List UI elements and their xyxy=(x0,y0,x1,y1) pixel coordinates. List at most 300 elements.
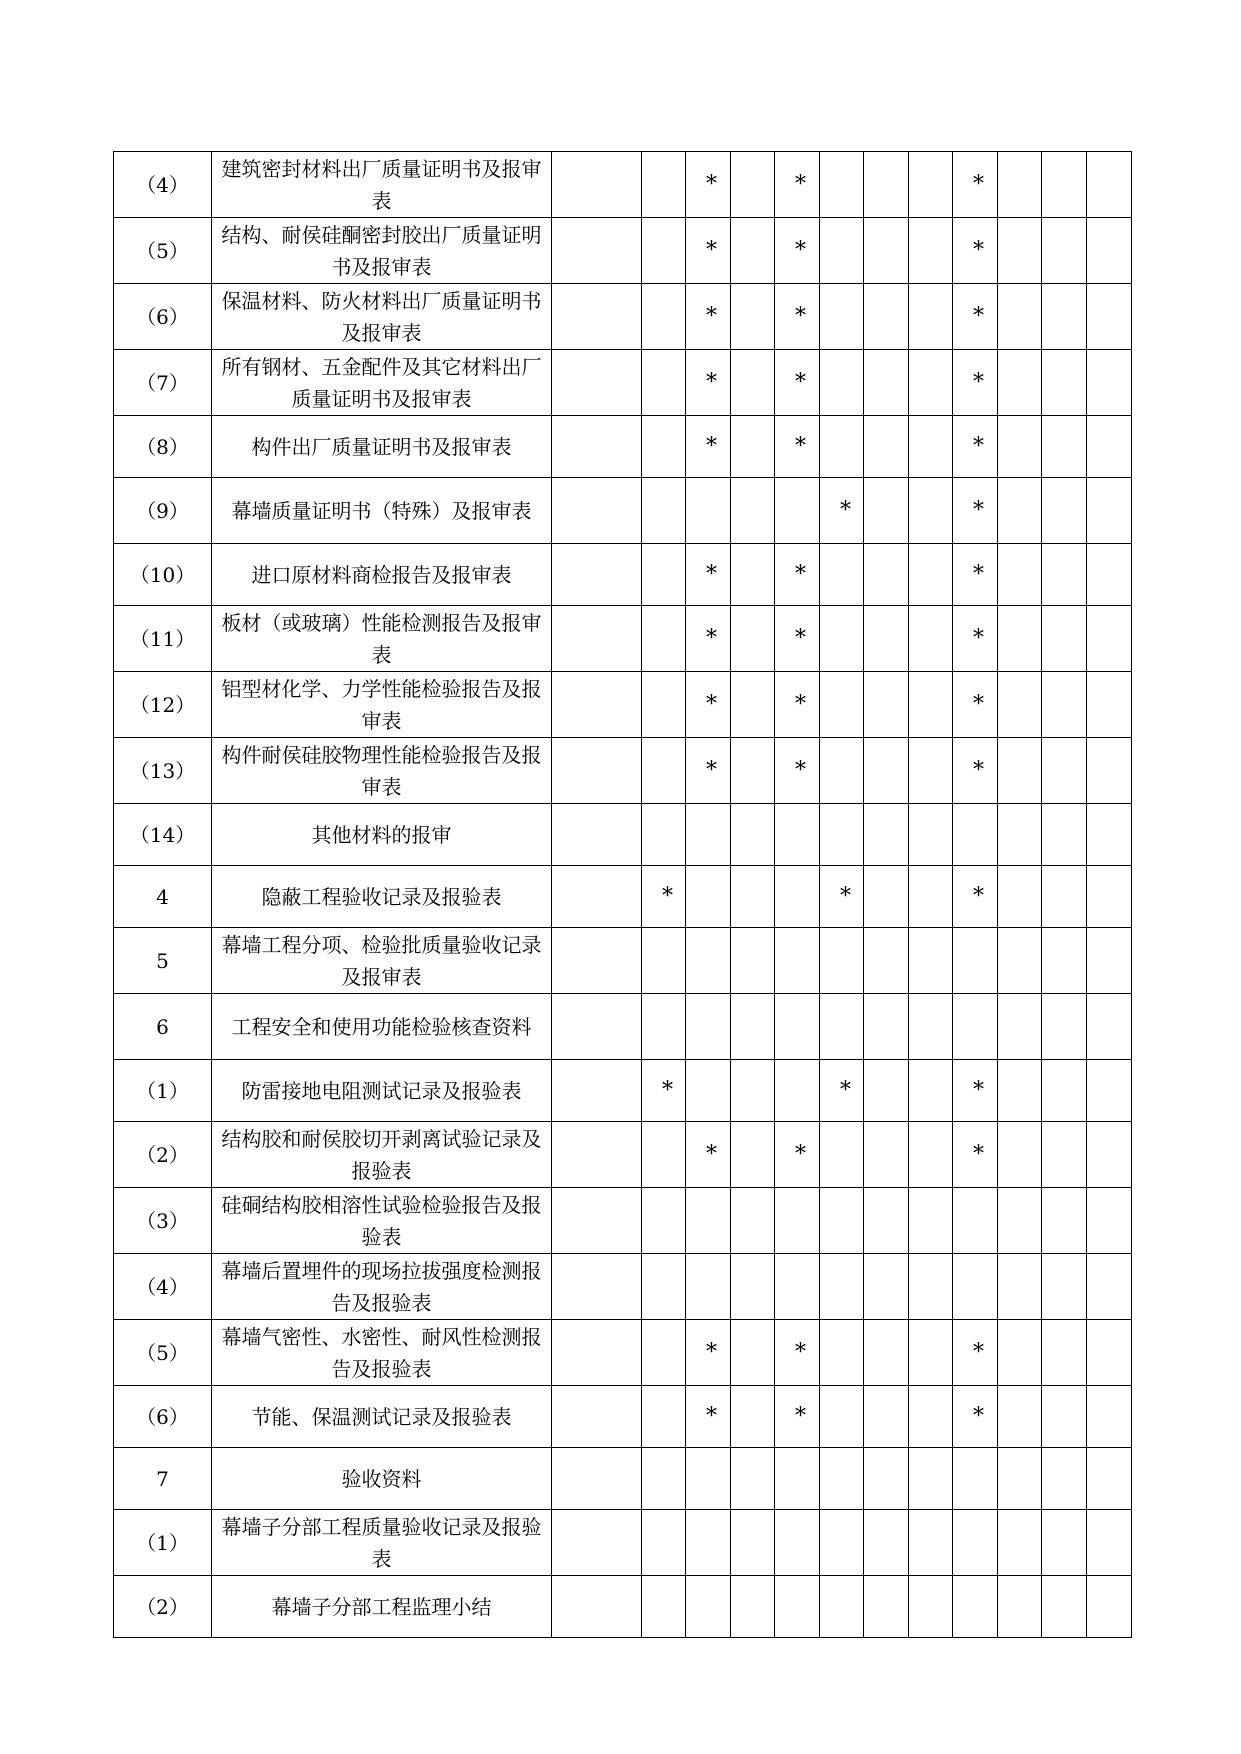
mark-cell xyxy=(998,1122,1042,1188)
mark-cell xyxy=(864,1122,909,1188)
mark-cell xyxy=(552,1386,642,1448)
table-body xyxy=(114,152,1132,1638)
mark-cell xyxy=(552,218,642,284)
mark-cell xyxy=(552,152,642,218)
mark-cell xyxy=(552,994,642,1060)
mark-cell: * xyxy=(775,1386,820,1448)
mark-cell xyxy=(820,1122,864,1188)
mark-cell: * xyxy=(953,1122,998,1188)
mark-cell xyxy=(820,544,864,606)
mark-cell: * xyxy=(820,478,864,544)
mark-cell xyxy=(731,284,775,350)
mark-cell xyxy=(731,1060,775,1122)
mark-cell xyxy=(686,1510,731,1576)
table-row xyxy=(114,284,1132,350)
mark-cell: * xyxy=(953,1060,998,1122)
mark-cell xyxy=(864,1386,909,1448)
mark-cell xyxy=(1087,1510,1132,1576)
mark-cell: * xyxy=(953,152,998,218)
mark-cell xyxy=(552,1576,642,1638)
mark-cell xyxy=(552,1320,642,1386)
mark-cell xyxy=(1042,866,1087,928)
table-row xyxy=(114,1510,1132,1576)
mark-cell xyxy=(731,1510,775,1576)
mark-cell: * xyxy=(953,544,998,606)
row-item: 隐蔽工程验收记录及报验表 xyxy=(212,866,552,928)
mark-cell xyxy=(909,478,953,544)
table-row xyxy=(114,1448,1132,1510)
mark-cell: * xyxy=(775,544,820,606)
mark-cell: * xyxy=(953,1386,998,1448)
mark-cell xyxy=(864,1510,909,1576)
table-row xyxy=(114,416,1132,478)
mark-cell xyxy=(1042,1448,1087,1510)
mark-cell xyxy=(731,606,775,672)
mark-cell xyxy=(1087,350,1132,416)
mark-cell xyxy=(552,350,642,416)
mark-cell: * xyxy=(686,672,731,738)
mark-cell xyxy=(1087,478,1132,544)
mark-cell xyxy=(909,1060,953,1122)
mark-cell: * xyxy=(953,866,998,928)
row-number: （9） xyxy=(114,478,212,544)
mark-cell xyxy=(731,994,775,1060)
mark-cell xyxy=(731,1320,775,1386)
mark-cell xyxy=(1087,928,1132,994)
mark-cell: * xyxy=(686,1320,731,1386)
row-number: （14） xyxy=(114,804,212,866)
mark-cell xyxy=(909,1386,953,1448)
mark-cell xyxy=(1087,672,1132,738)
mark-cell: * xyxy=(953,1320,998,1386)
mark-cell xyxy=(998,284,1042,350)
mark-cell: * xyxy=(775,218,820,284)
mark-cell: * xyxy=(775,1122,820,1188)
row-item: 幕墙子分部工程质量验收记录及报验表 xyxy=(212,1510,552,1576)
row-number: （8） xyxy=(114,416,212,478)
row-item: 幕墙子分部工程监理小结 xyxy=(212,1576,552,1638)
mark-cell xyxy=(1042,738,1087,804)
mark-cell xyxy=(820,1576,864,1638)
mark-cell xyxy=(820,1320,864,1386)
mark-cell xyxy=(909,866,953,928)
mark-cell xyxy=(1087,284,1132,350)
mark-cell: * xyxy=(686,350,731,416)
mark-cell xyxy=(909,152,953,218)
table-row xyxy=(114,1320,1132,1386)
row-number: 5 xyxy=(114,928,212,994)
mark-cell xyxy=(642,1576,686,1638)
mark-cell xyxy=(642,1122,686,1188)
mark-cell xyxy=(820,804,864,866)
mark-cell xyxy=(642,804,686,866)
mark-cell xyxy=(864,1448,909,1510)
mark-cell xyxy=(864,606,909,672)
mark-cell xyxy=(820,284,864,350)
mark-cell xyxy=(998,350,1042,416)
mark-cell xyxy=(1042,544,1087,606)
row-number: （2） xyxy=(114,1576,212,1638)
mark-cell xyxy=(909,1448,953,1510)
mark-cell xyxy=(1042,1122,1087,1188)
row-number: 7 xyxy=(114,1448,212,1510)
mark-cell xyxy=(909,284,953,350)
mark-cell xyxy=(731,416,775,478)
mark-cell xyxy=(953,1576,998,1638)
mark-cell xyxy=(731,218,775,284)
mark-cell xyxy=(864,928,909,994)
mark-cell xyxy=(642,1386,686,1448)
row-item: 构件出厂质量证明书及报审表 xyxy=(212,416,552,478)
mark-cell xyxy=(864,1188,909,1254)
mark-cell xyxy=(998,478,1042,544)
mark-cell xyxy=(686,866,731,928)
mark-cell xyxy=(864,478,909,544)
mark-cell xyxy=(686,1060,731,1122)
mark-cell xyxy=(864,350,909,416)
table-row xyxy=(114,1060,1132,1122)
mark-cell xyxy=(820,218,864,284)
mark-cell xyxy=(820,416,864,478)
row-item: 幕墙气密性、水密性、耐风性检测报告及报验表 xyxy=(212,1320,552,1386)
mark-cell xyxy=(1042,152,1087,218)
mark-cell xyxy=(1042,804,1087,866)
mark-cell xyxy=(731,1122,775,1188)
mark-cell xyxy=(731,866,775,928)
mark-cell: * xyxy=(775,284,820,350)
mark-cell xyxy=(552,738,642,804)
mark-cell: * xyxy=(642,866,686,928)
mark-cell xyxy=(909,544,953,606)
mark-cell xyxy=(998,1510,1042,1576)
mark-cell xyxy=(953,1254,998,1320)
row-number: （2） xyxy=(114,1122,212,1188)
row-item: 构件耐侯硅胶物理性能检验报告及报审表 xyxy=(212,738,552,804)
mark-cell: * xyxy=(775,738,820,804)
mark-cell xyxy=(686,1188,731,1254)
mark-cell xyxy=(642,478,686,544)
mark-cell xyxy=(998,1386,1042,1448)
table-row xyxy=(114,866,1132,928)
mark-cell xyxy=(998,1188,1042,1254)
mark-cell: * xyxy=(686,1122,731,1188)
mark-cell xyxy=(642,928,686,994)
mark-cell xyxy=(909,1320,953,1386)
mark-cell xyxy=(775,994,820,1060)
mark-cell xyxy=(820,350,864,416)
mark-cell xyxy=(998,738,1042,804)
mark-cell xyxy=(998,152,1042,218)
mark-cell xyxy=(909,416,953,478)
mark-cell xyxy=(820,1386,864,1448)
mark-cell xyxy=(642,1320,686,1386)
mark-cell xyxy=(820,1254,864,1320)
mark-cell xyxy=(998,416,1042,478)
mark-cell xyxy=(1042,1060,1087,1122)
mark-cell xyxy=(686,478,731,544)
mark-cell xyxy=(775,866,820,928)
mark-cell xyxy=(1042,1188,1087,1254)
mark-cell xyxy=(552,284,642,350)
mark-cell: * xyxy=(686,284,731,350)
row-item: 工程安全和使用功能检验核查资料 xyxy=(212,994,552,1060)
row-item: 硅硐结构胶相溶性试验检验报告及报验表 xyxy=(212,1188,552,1254)
row-number: （6） xyxy=(114,284,212,350)
mark-cell xyxy=(909,606,953,672)
row-item: 结构、耐侯硅酮密封胶出厂质量证明书及报审表 xyxy=(212,218,552,284)
mark-cell xyxy=(1042,478,1087,544)
mark-cell xyxy=(642,738,686,804)
mark-cell xyxy=(998,866,1042,928)
mark-cell xyxy=(1087,416,1132,478)
mark-cell xyxy=(998,606,1042,672)
mark-cell xyxy=(820,606,864,672)
table-row xyxy=(114,350,1132,416)
mark-cell xyxy=(775,928,820,994)
mark-cell xyxy=(1087,606,1132,672)
table-row xyxy=(114,804,1132,866)
row-item: 所有钢材、五金配件及其它材料出厂质量证明书及报审表 xyxy=(212,350,552,416)
mark-cell xyxy=(1042,284,1087,350)
mark-cell xyxy=(552,672,642,738)
mark-cell xyxy=(1087,1448,1132,1510)
mark-cell xyxy=(552,1448,642,1510)
mark-cell xyxy=(686,1576,731,1638)
mark-cell: * xyxy=(775,672,820,738)
mark-cell: * xyxy=(953,284,998,350)
mark-cell xyxy=(864,1060,909,1122)
mark-cell xyxy=(998,1448,1042,1510)
mark-cell xyxy=(1087,544,1132,606)
mark-cell xyxy=(998,218,1042,284)
mark-cell xyxy=(998,544,1042,606)
mark-cell xyxy=(820,1510,864,1576)
mark-cell xyxy=(909,1254,953,1320)
table-row xyxy=(114,1188,1132,1254)
row-number: （4） xyxy=(114,1254,212,1320)
mark-cell xyxy=(642,416,686,478)
mark-cell xyxy=(642,606,686,672)
mark-cell xyxy=(864,804,909,866)
row-number: （6） xyxy=(114,1386,212,1448)
mark-cell xyxy=(731,804,775,866)
mark-cell xyxy=(1087,1386,1132,1448)
mark-cell xyxy=(731,478,775,544)
mark-cell xyxy=(998,1254,1042,1320)
table-row xyxy=(114,1386,1132,1448)
mark-cell xyxy=(953,1510,998,1576)
mark-cell xyxy=(731,738,775,804)
table-row xyxy=(114,672,1132,738)
mark-cell xyxy=(686,928,731,994)
mark-cell xyxy=(775,1576,820,1638)
mark-cell xyxy=(775,478,820,544)
mark-cell xyxy=(552,1188,642,1254)
mark-cell: * xyxy=(820,1060,864,1122)
row-number: （7） xyxy=(114,350,212,416)
mark-cell xyxy=(731,544,775,606)
mark-cell xyxy=(552,1122,642,1188)
mark-cell xyxy=(909,350,953,416)
mark-cell xyxy=(1042,1386,1087,1448)
mark-cell xyxy=(552,928,642,994)
mark-cell xyxy=(1042,416,1087,478)
mark-cell xyxy=(642,284,686,350)
mark-cell xyxy=(552,606,642,672)
document-table xyxy=(113,151,1132,1638)
mark-cell xyxy=(1087,1122,1132,1188)
row-item: 铝型材化学、力学性能检验报告及报审表 xyxy=(212,672,552,738)
mark-cell xyxy=(775,804,820,866)
mark-cell xyxy=(642,350,686,416)
mark-cell xyxy=(909,1510,953,1576)
mark-cell: * xyxy=(642,1060,686,1122)
row-item: 幕墙工程分项、检验批质量验收记录及报审表 xyxy=(212,928,552,994)
row-number: （5） xyxy=(114,218,212,284)
mark-cell xyxy=(552,478,642,544)
mark-cell xyxy=(998,672,1042,738)
mark-cell xyxy=(998,1576,1042,1638)
mark-cell xyxy=(775,1448,820,1510)
mark-cell xyxy=(552,866,642,928)
mark-cell: * xyxy=(775,606,820,672)
mark-cell xyxy=(864,1254,909,1320)
mark-cell xyxy=(909,1188,953,1254)
mark-cell xyxy=(864,218,909,284)
mark-cell xyxy=(820,672,864,738)
table-row xyxy=(114,218,1132,284)
row-number: 4 xyxy=(114,866,212,928)
mark-cell xyxy=(731,350,775,416)
mark-cell xyxy=(552,1510,642,1576)
mark-cell xyxy=(731,1448,775,1510)
table-row xyxy=(114,478,1132,544)
row-number: （5） xyxy=(114,1320,212,1386)
mark-cell xyxy=(642,544,686,606)
mark-cell xyxy=(953,928,998,994)
row-item: 进口原材料商检报告及报审表 xyxy=(212,544,552,606)
mark-cell xyxy=(864,994,909,1060)
mark-cell xyxy=(552,544,642,606)
mark-cell: * xyxy=(953,416,998,478)
mark-cell xyxy=(731,1254,775,1320)
mark-cell: * xyxy=(686,218,731,284)
mark-cell: * xyxy=(953,738,998,804)
mark-cell xyxy=(909,928,953,994)
row-item: 结构胶和耐侯胶切开剥离试验记录及报验表 xyxy=(212,1122,552,1188)
row-item: 幕墙后置埋件的现场拉拔强度检测报告及报验表 xyxy=(212,1254,552,1320)
mark-cell xyxy=(642,1510,686,1576)
mark-cell xyxy=(1087,1188,1132,1254)
mark-cell xyxy=(642,1188,686,1254)
mark-cell xyxy=(953,1188,998,1254)
mark-cell: * xyxy=(686,416,731,478)
mark-cell xyxy=(998,1060,1042,1122)
row-item: 幕墙质量证明书（特殊）及报审表 xyxy=(212,478,552,544)
mark-cell xyxy=(820,928,864,994)
mark-cell xyxy=(820,1448,864,1510)
mark-cell xyxy=(775,1060,820,1122)
mark-cell xyxy=(1042,994,1087,1060)
table-row xyxy=(114,1576,1132,1638)
mark-cell xyxy=(642,218,686,284)
mark-cell: * xyxy=(775,350,820,416)
mark-cell: * xyxy=(686,544,731,606)
mark-cell xyxy=(1042,672,1087,738)
mark-cell xyxy=(820,1188,864,1254)
mark-cell xyxy=(686,804,731,866)
mark-cell xyxy=(731,152,775,218)
mark-cell xyxy=(686,1254,731,1320)
mark-cell: * xyxy=(775,416,820,478)
mark-cell xyxy=(1087,866,1132,928)
mark-cell xyxy=(909,804,953,866)
mark-cell: * xyxy=(820,866,864,928)
row-item: 保温材料、防火材料出厂质量证明书及报审表 xyxy=(212,284,552,350)
mark-cell xyxy=(1042,1510,1087,1576)
mark-cell xyxy=(686,1448,731,1510)
mark-cell xyxy=(1042,1254,1087,1320)
mark-cell xyxy=(552,416,642,478)
mark-cell xyxy=(909,672,953,738)
mark-cell xyxy=(731,672,775,738)
row-number: （13） xyxy=(114,738,212,804)
mark-cell: * xyxy=(953,606,998,672)
mark-cell xyxy=(953,994,998,1060)
mark-cell: * xyxy=(686,738,731,804)
mark-cell xyxy=(775,1254,820,1320)
mark-cell: * xyxy=(953,478,998,544)
mark-cell xyxy=(1042,218,1087,284)
mark-cell: * xyxy=(775,1320,820,1386)
mark-cell xyxy=(1087,738,1132,804)
row-number: （12） xyxy=(114,672,212,738)
mark-cell xyxy=(909,738,953,804)
table-row xyxy=(114,738,1132,804)
mark-cell xyxy=(953,804,998,866)
mark-cell: * xyxy=(686,606,731,672)
mark-cell xyxy=(820,994,864,1060)
row-number: （1） xyxy=(114,1510,212,1576)
mark-cell xyxy=(864,544,909,606)
mark-cell xyxy=(1087,804,1132,866)
mark-cell xyxy=(864,1576,909,1638)
mark-cell xyxy=(909,1576,953,1638)
mark-cell xyxy=(642,994,686,1060)
mark-cell xyxy=(820,738,864,804)
mark-cell xyxy=(1042,928,1087,994)
row-number: （3） xyxy=(114,1188,212,1254)
table-row xyxy=(114,606,1132,672)
mark-cell xyxy=(731,1188,775,1254)
row-number: 6 xyxy=(114,994,212,1060)
mark-cell xyxy=(820,152,864,218)
mark-cell xyxy=(1087,1320,1132,1386)
mark-cell xyxy=(1087,994,1132,1060)
mark-cell xyxy=(998,1320,1042,1386)
mark-cell xyxy=(998,994,1042,1060)
row-number: （11） xyxy=(114,606,212,672)
mark-cell xyxy=(1042,1576,1087,1638)
mark-cell xyxy=(864,866,909,928)
table-row xyxy=(114,152,1132,218)
row-number: （10） xyxy=(114,544,212,606)
row-item: 验收资料 xyxy=(212,1448,552,1510)
mark-cell xyxy=(642,1254,686,1320)
mark-cell xyxy=(775,1188,820,1254)
mark-cell xyxy=(1087,218,1132,284)
mark-cell xyxy=(552,1060,642,1122)
